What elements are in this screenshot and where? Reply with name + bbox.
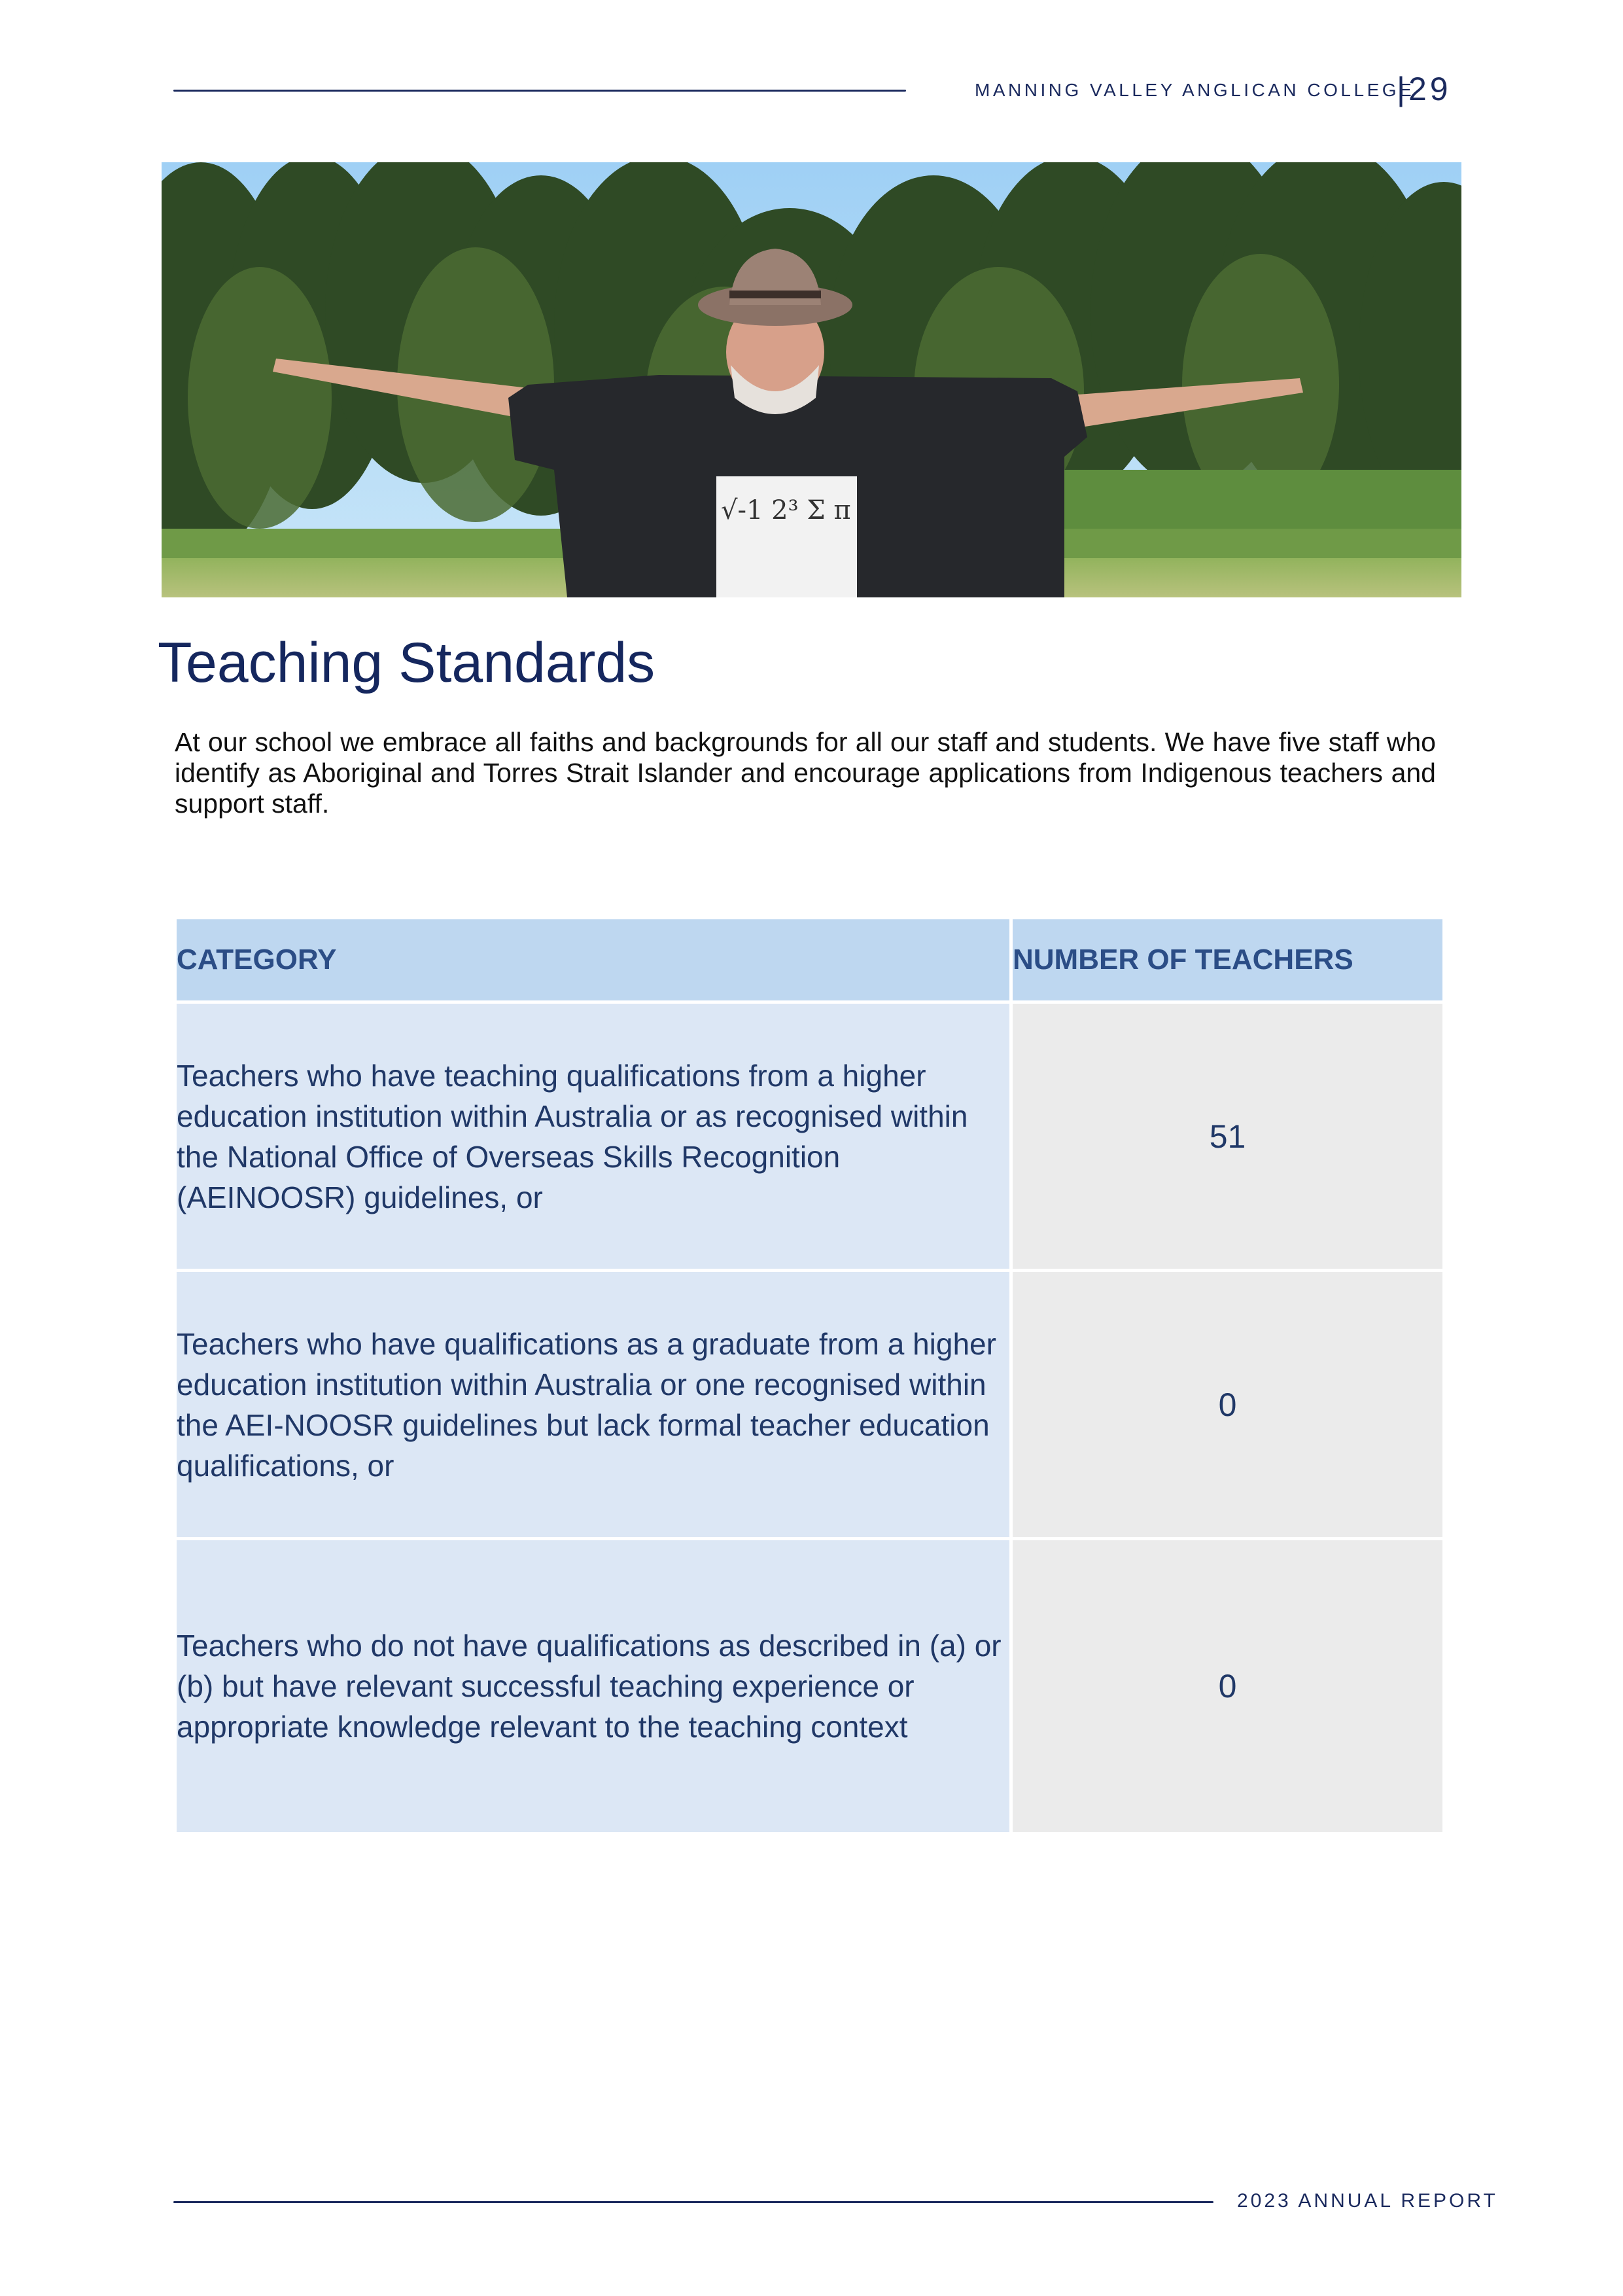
footer-report-label: 2023 ANNUAL REPORT <box>1237 2190 1498 2212</box>
count-cell: 51 <box>1013 1004 1442 1269</box>
page-number: |29 <box>1397 71 1452 107</box>
table-header-row <box>177 919 1442 1000</box>
count-cell: 0 <box>1013 1540 1442 1832</box>
page-title: Teaching Standards <box>158 631 655 694</box>
header-category: CATEGORY <box>177 919 1009 1000</box>
college-name: MANNING VALLEY ANGLICAN COLLEGE <box>975 80 1415 100</box>
teaching-standards-table <box>173 916 1446 1835</box>
category-cell: Teachers who have qualifications as a graduate from a higher education institution within Australia or one recognised within the AEI-NOOSR guidelines but lack formal teacher education qualifications, or <box>177 1272 1009 1537</box>
header-rule <box>173 90 906 92</box>
table-row <box>177 1540 1442 1832</box>
category-cell: Teachers who have teaching qualifications from a higher education institution within Australia or as recognised within the National Office of Overseas Skills Recognition (AEINOOSR) guidelines, or <box>177 1004 1009 1269</box>
count-cell: 0 <box>1013 1272 1442 1537</box>
shirt-print: √-1 2³ Σ π <box>721 495 851 525</box>
header-number-of-teachers: NUMBER OF TEACHERS <box>1013 919 1442 1000</box>
table-row <box>177 1004 1442 1269</box>
hero-photo <box>162 162 1461 597</box>
intro-paragraph: At our school we embrace all faiths and backgrounds for all our staff and students. We have five staff who identify as Aboriginal and Torres Strait Islander and encourage applications from Indigenous teachers and support staff. <box>175 727 1436 819</box>
table-row <box>177 1272 1442 1537</box>
category-cell: Teachers who do not have qualifications as described in (a) or (b) but have relevant successful teaching experience or appropriate knowledge relevant to the teaching context <box>177 1540 1009 1832</box>
footer-rule <box>173 2201 1213 2203</box>
